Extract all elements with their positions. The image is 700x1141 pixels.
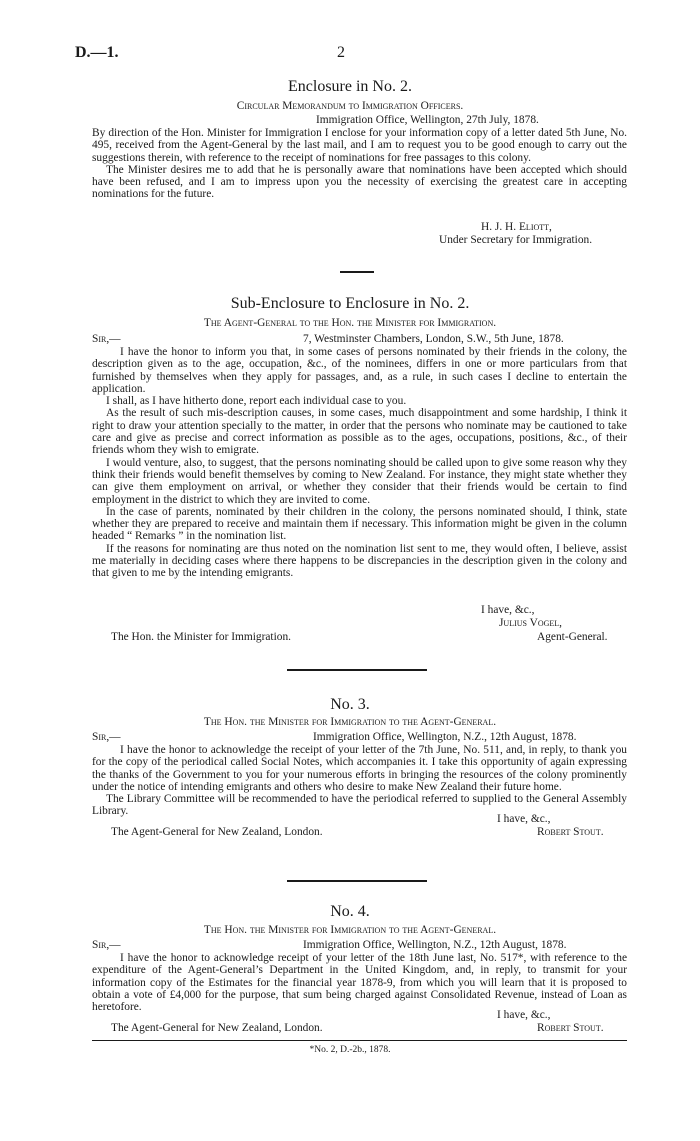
no4-title: No. 4. — [330, 903, 370, 920]
no4-address-date: Immigration Office, Wellington, N.Z., 12th August, 1878. — [303, 939, 567, 951]
no3-paragraph-2: The Library Committee will be recommended to have the periodical referred to supplied to the General Assembly Library. — [92, 793, 627, 818]
page-number: 2 — [337, 44, 345, 61]
sub-enclosure-title: Sub-Enclosure to Enclosure in No. 2. — [230, 295, 470, 312]
no4-paragraph-1: I have the honor to acknowledge receipt of your letter of the 18th June last, No. 517*, with reference to the expenditure of the Agent-General’s Department in the United Kingdom, and, in reply, to transmit for your information copy of the Estimates for the financial year 1878-9, from which you will learn that it is proposed to obtain a vote of £4,000 for the purpose, that sum being charged against Consolidated Revenue, instead of Loan as heretofore. — [92, 952, 627, 1014]
enclosure-address-date: Immigration Office, Wellington, 27th July, 1878. — [316, 114, 539, 126]
no3-body — [92, 744, 627, 818]
document-code: D.—1. — [75, 44, 119, 61]
sub-enclosure-paragraph: If the reasons for nominating are thus noted on the nomination list sent to me, they would often, I believe, assist me materially in deciding cases where there happens to be discrepancies in the description given in the colony and that given to me by the intending emigrants. — [92, 542, 627, 580]
enclosure-signature: H. J. H. Eliott, — [481, 221, 552, 233]
sub-enclosure-address-date: 7, Westminster Chambers, London, S.W., 5th June, 1878. — [303, 333, 564, 345]
enclosure-signature-title: Under Secretary for Immigration. — [439, 234, 593, 246]
sub-enclosure-paragraph: I shall, as I have hitherto done, report each individual case to you. — [106, 395, 407, 408]
footnote: *No. 2, D.-2b., 1878. — [309, 1045, 391, 1055]
section-divider — [340, 271, 374, 273]
enclosure-paragraph-1: By direction of the Hon. Minister for Immigration I enclose for your information copy of a letter dated 5th June, No. 495, received from the Agent-General by the last mail, and I am to request you to be good enough to carry out the suggestions therein, with reference to the receipt of nominations for free passages to this colony. — [92, 127, 627, 164]
footnote-rule — [92, 1040, 627, 1041]
no4-subtitle: The Hon. the Minister for Immigration to the Agent-General. — [203, 924, 497, 936]
no4-signature: Robert Stout. — [537, 1022, 604, 1034]
sub-enclosure-signature: Julius Vogel, — [499, 617, 563, 629]
sub-enclosure-addressee: The Hon. the Minister for Immigration. — [111, 631, 291, 643]
no3-signature: Robert Stout. — [537, 826, 604, 838]
enclosure-body — [92, 127, 627, 201]
enclosure-title: Enclosure in No. 2. — [288, 78, 412, 95]
no4-salutation: Sir,— — [92, 939, 121, 951]
no3-addressee: The Agent-General for New Zealand, London. — [111, 826, 323, 838]
no3-salutation: Sir,— — [92, 731, 121, 743]
enclosure-paragraph-2: The Minister desires me to add that he is personally aware that nominations have been accepted which should have been refused, and I am to impress upon you the necessity of exercising the greatest care in accepting nominations for the future. — [92, 163, 627, 201]
no3-closing: I have, &c., — [497, 813, 551, 825]
no3-title: No. 3. — [330, 696, 370, 713]
sub-enclosure-body — [92, 346, 627, 580]
no3-address-date: Immigration Office, Wellington, N.Z., 12th August, 1878. — [313, 731, 577, 743]
sub-enclosure-paragraph: I have the honor to inform you that, in some cases of persons nominated by their friends in the colony, the description given as to the age, occupation, &c., of the nominees, differs in one or more particulars from that furnished by themselves when they apply for passages, and, as a rule, in such cases I decline to entertain the application. — [92, 346, 627, 395]
no4-closing: I have, &c., — [497, 1009, 551, 1021]
sub-enclosure-closing: I have, &c., — [481, 604, 535, 616]
sub-enclosure-paragraph: I would venture, also, to suggest, that the persons nominating should be called upon to give some reason why they think their friends would benefit themselves by coming to New Zealand. For instance, they might state whether they can give them employment on arrival, or whether they consider that their friends would be certain to find employment in the district to which they are invited to come. — [92, 456, 627, 506]
sub-enclosure-paragraph: In the case of parents, nominated by their children in the colony, the persons nominated should, I think, state whether they are prepared to receive and maintain them if necessary. This information might be given in the column headed “ Remarks ” in the nomination list. — [92, 505, 627, 543]
sub-enclosure-subtitle: The Agent-General to the Hon. the Minister for Immigration. — [203, 317, 497, 329]
no4-addressee: The Agent-General for New Zealand, London. — [111, 1022, 323, 1034]
enclosure-subtitle: Circular Memorandum to Immigration Officers. — [236, 100, 464, 112]
section-divider — [287, 880, 427, 882]
no4-body — [92, 952, 627, 1013]
sub-enclosure-signature-title: Agent-General. — [537, 631, 608, 643]
no3-subtitle: The Hon. the Minister for Immigration to the Agent-General. — [203, 716, 497, 728]
sub-enclosure-salutation: Sir,— — [92, 333, 121, 345]
no3-paragraph-1: I have the honor to acknowledge the receipt of your letter of the 7th June, No. 511, and, in reply, to thank you for the copy of the periodical called Social Notes, which accompanies it. I take this opportunity of again expressing the thanks of the Government to you for your numerous efforts in bringing the resources of the colony prominently under the notice of intending emigrants and others who desire to make New Zealand their future home. — [92, 744, 627, 793]
sub-enclosure-paragraph: As the result of such mis-description causes, in some cases, much disappointment and some hardship, I think it right to draw your attention specially to the matter, in order that the persons who nominate may be cautioned to take care and give as precise and correct information as possible as to the ages, occupations, positions, &c., of their friends whom they wish to emigrate. — [92, 407, 627, 457]
section-divider — [287, 669, 427, 671]
